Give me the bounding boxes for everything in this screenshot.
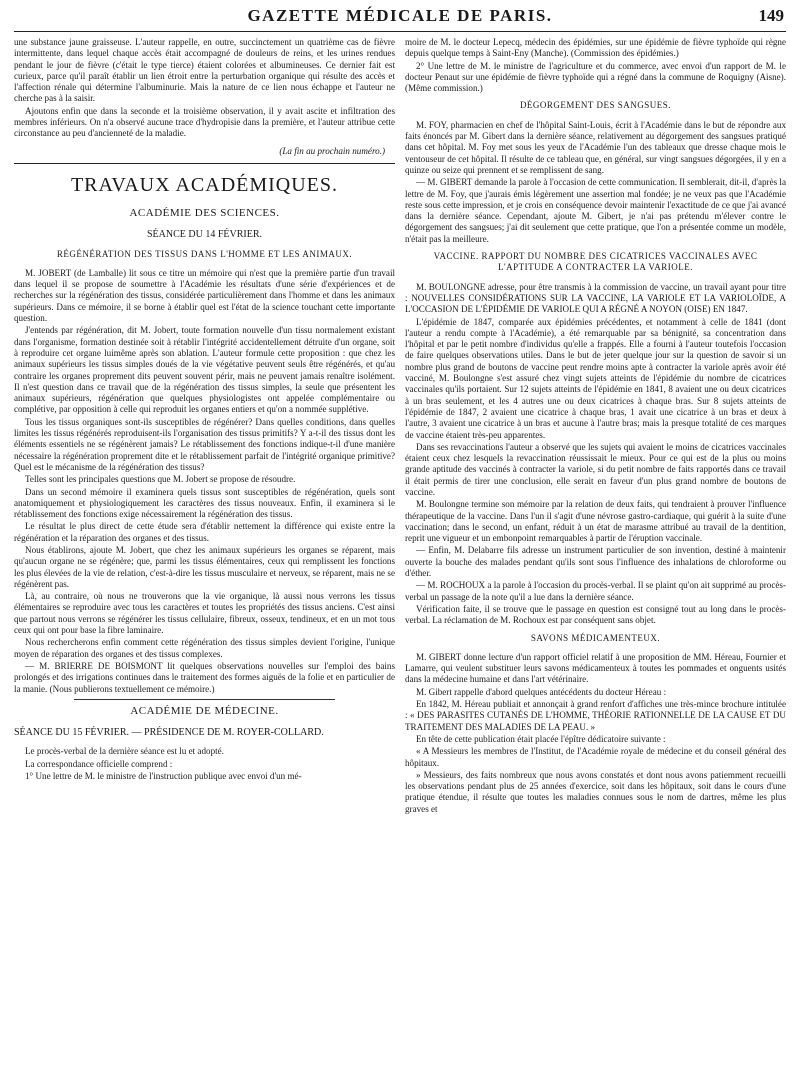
paragraph: — M. GIBERT demande la parole à l'occasion de cette communication. Il semblerait, dit-il, d'après la lettre de M. Foy, que j'aurais émis légèrement une assertion mal fondée; je ne veux pas que l'Académie reste sous cette impression, et je crois en conséquence devoir maintenir l'exactitude de ce que j'ai avancé dans la dernière séance. Cependant, ajoute M. Gibert, je n'ai pas prétendu m'élever contre le dégorgement des sangsues; j'ai dit seulement que cette pratique, que l'on a présentée comme un modèle, n'était pas la meilleure. — [405, 177, 786, 244]
paragraph: 2° Une lettre de M. le ministre de l'agriculture et du commerce, avec envoi d'un rapport de M. le docteur Penaut sur une épidémie de fièvre typhoïde qui a régné dans la commune de Roquigny (Aisne). (Même commission.) — [405, 60, 786, 94]
page-number: 149 — [758, 6, 784, 25]
paragraph: Le procès-verbal de la dernière séance est lu et adopté. — [25, 746, 224, 757]
paragraph: — M. BRIERRE DE BOISMONT lit quelques observations nouvelles sur l'emploi des bains prolongés et des irrigations continues dans le traitement des formes aiguës de la folie et en particulier de la manie. (Nous publierons textuellement ce mémoire.) — [14, 660, 395, 694]
paragraph: Vérification faite, il se trouve que le passage en question est consigné tout au long dans le procès-verbal. La réclamation de M. Rochoux est par conséquent sans objet. — [405, 603, 786, 626]
journal-title: GAZETTE MÉDICALE DE PARIS. — [247, 6, 553, 25]
paragraph: M. Boulongne termine son mémoire par la relation de deux faits, qui tendraient à prouver l'influence thérapeutique de la vaccine. Dans l'un il s'agit d'une névrose gastro-cardiaque, qui guérit à la suite d'une vaccination; dans le second, un enfant, réduit à un état de marasme attribué au travail de la dentition, reprit une vigueur et un embonpoint remarquables à partir de l'éruption vaccinale. — [405, 499, 786, 544]
paragraph: 1° Une lettre de M. le ministre de l'instruction publique avec envoi d'un mé- — [25, 771, 302, 782]
article-heading: VACCINE. RAPPORT DU NOMBRE DES CICATRICES VACCINALES AVEC L'APTITUDE A CONTRACTER LA VARIOLE. — [433, 251, 758, 273]
paragraph: M. Gibert rappelle d'abord quelques antécédents du docteur Héreau : — [416, 686, 667, 697]
section-title: TRAVAUX ACADÉMIQUES. — [70, 173, 339, 196]
article-heading: SAVONS MÉDICAMENTEUX. — [530, 632, 661, 643]
paragraph: Dans un second mémoire il examinera quels tissus sont susceptibles de régénération, quels sont anatomiquement et physiologiquement les caractères des tissus nouveaux. Enfin, il examinera si le rétablissement des fonctions exige nécessairement la régénération des tissus. — [14, 486, 395, 520]
page-header — [14, 6, 786, 32]
paragraph: Tous les tissus organiques sont-ils susceptibles de régénérer? Dans quelles conditions, dans quelles limites les tissus régénérés reproduisent-ils l'organisation des tissus primitifs? Y a-t-il des tissus dont les éléments essentiels ne se régénèrent jamais? Le rétablissement des fonctions indique-t-il d'une manière nécessaire la régénération proprement dite et le rétablissement parfait de l'intégrité organique primitive? Quel est le mécanisme de la régénération des tissus? — [14, 416, 395, 472]
paragraph: M. BOULONGNE adresse, pour être transmis à la commission de vaccine, un travail ayant pour titre : NOUVELLES CONSIDÉRATIONS SUR LA VACCINE, LA VARIOLE ET LA VARIOLOÏDE, A L'OCCASION DE L'ÉPIDÉMIE DE VARIOLE QUI A RÉGNÉ A NOYON (OISE) EN 1847. — [405, 281, 786, 315]
paragraph: M. GIBERT donne lecture d'un rapport officiel relatif à une proposition de MM. Héreau, Fournier et Lamarre, qui veulent substituer leurs savons médicamenteux à toutes les pommades et onguents usités dans la médecine humaine et dans l'art vétérinaire. — [405, 651, 786, 685]
paragraph: M. JOBERT (de Lamballe) lit sous ce titre un mémoire qui n'est que la première partie d'un travail dans lequel il se propose de soumettre à l'Académie les résultats d'une série d'expériences et de recherches sur la régénération des tissus, considérée particulièrement dans l'homme et dans les animaux supérieurs. Dans ce mémoire, il se borne à établir quel est l'état de la science touchant cette importante question. — [14, 267, 395, 324]
paragraph: moire de M. le docteur Lepecq, médecin des épidémies, sur une épidémie de fièvre typhoïde qui règne depuis quelque temps à Saint-Eny (Manche). (Commission des épidémies.) — [405, 37, 786, 59]
paragraph: J'entends par régénération, dit M. Jobert, toute formation nouvelle d'un tissu normalement existant dans l'organisme, formation destinée soit à rétablir l'intégrité accidentellement détruite d'un organe, soit à reproduire cet organe luimême après son ablation. L'auteur formule cette proposition : que chez les animaux supérieurs les tissus simples doués de la vie végétative peuvent seuls être régénérés, et qu'au contraire les organes proprement dits peuvent souvent périr, mais ne peuvent jamais renaître isolément. Il n'est question dans ce travail que de la régénération des tissus simples, la seule que présentent les animaux supérieurs, régénération que quelques physiologistes ont appelée complémentaire ou complétive, par opposition à celle qui reproduit les organes entiers et qu'on a nommée supplétive. — [14, 325, 395, 415]
paragraph: Telles sont les principales questions que M. Jobert se propose de résoudre. — [25, 474, 296, 485]
paragraph: Dans ses revaccinations l'auteur a observé que les sujets qui avaient le moins de cicatrices vaccinales étaient ceux chez lesquels la revaccination réussissait le mieux. Pour ce qui est de la plus ou moins grande aptitude des vaccinés à contracter la variole, si du petit nombre de faits rapportés dans ce travail il était permis de tirer une conclusion, elle serait en faveur d'un plus grand nombre de boutons de vaccine. — [405, 441, 786, 497]
paragraph: — M. ROCHOUX a la parole à l'occasion du procès-verbal. Il se plaint qu'on ait supprimé au procès-verbal un passage de la note qu'il a lue dans la dernière séance. — [405, 580, 786, 602]
divider — [74, 699, 335, 700]
left-column — [14, 37, 395, 816]
paragraph: — Enfin, M. Delabarre fils adresse un instrument particulier de son invention, destiné à maintenir ouverte la bouche des malades pendant qu'ils sont sous l'influence des inhalations de chloroforme ou d'éther. — [405, 545, 786, 579]
session-heading: SÉANCE DU 14 FÉVRIER. — [146, 229, 262, 241]
session-heading: SÉANCE DU 15 FÉVRIER. — PRÉSIDENCE DE M. ROYER-COLLARD. — [14, 727, 324, 739]
paragraph: Nous établirons, ajoute M. Jobert, que chez les animaux supérieurs les organes se réparent, mais qu'aucun organe ne se régénère; que, parmi les tissus élémentaires, ceux qui remplissent les fonctions les plus élevées de la vie de relation, c'est-à-dire les tissus musculaire et nerveux, se réparent, mais ne se régénèrent pas. — [14, 544, 395, 589]
divider — [14, 163, 395, 164]
article-heading: RÉGÉNÉRATION DES TISSUS DANS L'HOMME ET LES ANIMAUX. — [56, 248, 353, 259]
academy-heading: ACADÉMIE DES SCIENCES. — [129, 206, 280, 219]
paragraph: « A Messieurs les membres de l'Institut, de l'Académie royale de médecine et du conseil général des hôpitaux. — [405, 746, 786, 768]
paragraph: » Messieurs, des faits nombreux que nous avons constatés et dont nous avons patiemment recueilli les observations pendant plus de 25 années d'exercice, soit dans les hôpitaux, soit dans le cours d'une pratique étendue, il résulte que toutes les maladies connues sous le nom de dartres, même les plus graves et — [405, 769, 786, 814]
paragraph: Ajoutons enfin que dans la seconde et la troisième observation, il y avait ascite et infiltration des membres inférieurs. On n'a observé aucune trace d'hydropisie dans la première, et l'auteur attribue cette circonstance au peu d'ancienneté de la maladie. — [14, 105, 395, 139]
paragraph: Le résultat le plus direct de cette étude sera d'établir nettement la différence qui existe entre la régénération et la réparation des organes et des tissus. — [14, 521, 395, 543]
paragraph: M. FOY, pharmacien en chef de l'hôpital Saint-Louis, écrit à l'Académie dans le but de répondre aux faits énoncés par M. Gibert dans la dernière séance, relativement au dégorgement des sangsues pratiqué dans cet hôpital. M. Foy met sous les yeux de l'Académie l'un des tableaux que dresse chaque mois le ventouseur de cet hôpital. Il résulte de ce tableau que, en général, sur vingt sangsues dégorgées, il y en a quinze ou seize qui prennent et se remplissent de sang. — [405, 119, 786, 175]
paragraph: L'épidémie de 1847, comparée aux épidémies précédentes, et notamment à celle de 1841 (dont l'auteur a rendu compte à l'Académie), a été remarquable par sa bénignité, sa concentration dans l'hôpital et par le petit nombre d'individus qu'elle a frappés. Elle a fourni à l'auteur toutefois l'occasion de faire quelques observations utiles. Dans le but de jeter quelque jour sur la question de savoir si un nombre plus grand de boutons de vaccine peut rendre moins apte à contracter la variole après avoir été vacciné, M. Boulongne s'est assuré chez vingt sujets atteints de l'épidémie du nombre de cicatrices vaccinales qu'ils portaient. Sur 12 sujets atteints de l'épidémie en 1841, 8 avaient une ou deux cicatrices à un bras seulement, et les 4 autres une ou deux cicatrices à chaque bras. Sur 8 sujets atteints de l'épidémie de 1847, 2 avaient une cicatrice à chaque bras, 1 avait une cicatrice à un bras et deux à l'autre, 3 avaient une cicatrice à un bras et aucune à l'autre bras; mais la presque totalité de ces marques de vaccine étaient très-peu apparentes. — [405, 316, 786, 440]
paragraph: En tête de cette publication était placée l'épître dédicatoire suivante : — [416, 733, 666, 744]
paragraph: En 1842, M. Héreau publiait et annonçait à grand renfort d'affiches une très-mince brochure intitulée : « DES PARASITES CUTANÉS DE L'HOMME, THÉORIE RATIONNELLE DE LA CAUSE ET DU TRAITEMENT DES MALADIES DE LA PEAU. » — [405, 699, 786, 732]
columns — [14, 37, 786, 816]
paragraph: une substance jaune graisseuse. L'auteur rappelle, en outre, succinctement un quatrième cas de fièvre intermittente, dans lequel chaque accès était accompagné de douleurs de reins, et les urines rendues pendant le jour de fièvre (c'était le type tierce) étaient colorées et albumineuses. Ce dernier fait est curieux, parce qu'il paraît établir un lien étroit entre la perturbation organique qui résulte des accès et l'affection rénale qui détermine l'albuminurie. Mais la nature de ce lien nous échappe et l'auteur ne cherche pas à la saisir. — [14, 37, 395, 104]
article-heading: DÉGORGEMENT DES SANGSUES. — [519, 100, 672, 111]
paragraph: La correspondance officielle comprend : — [25, 758, 173, 769]
paragraph: Nous rechercherons enfin comment cette régénération des tissus simples devient l'origine, l'unique moyen de réparation des organes et des tissus complexes. — [14, 637, 395, 659]
academy-heading: ACADÉMIE DE MÉDECINE. — [130, 704, 279, 717]
continuation-note: (La fin au prochain numéro.) — [279, 145, 385, 156]
paragraph: Là, au contraire, où nous ne trouverons que la vie organique, là aussi nous verrons les tissus élémentaires se reproduire avec tous les caractères et toutes les propriétés des tissus anciens. C'est ainsi que partout nous verrons se régénérer les tissus cellulaire, fibreux, osseux, tendineux, et en un mot tous ceux qui ont pour base la fibre laminaire. — [14, 591, 395, 636]
right-column — [405, 37, 786, 816]
